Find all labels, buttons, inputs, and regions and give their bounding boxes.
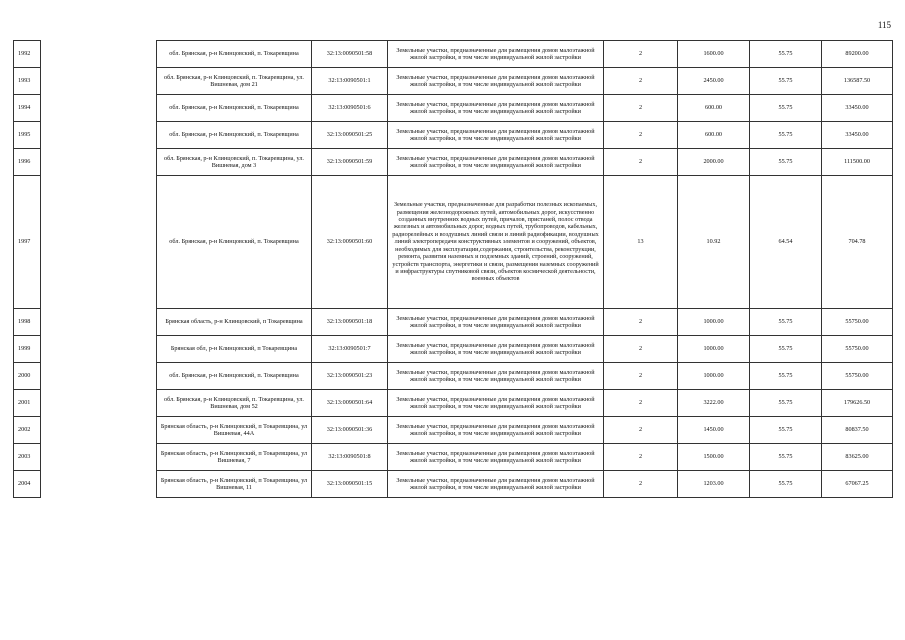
table-row bbox=[14, 309, 893, 336]
cadastral-number-cell: 32:13:0090501:6 bbox=[312, 95, 388, 122]
area-cell: 1000.00 bbox=[678, 309, 750, 336]
rate-cell: 55.75 bbox=[750, 363, 822, 390]
row-number-cell: 2003 bbox=[14, 444, 41, 471]
row-number-cell: 1997 bbox=[14, 176, 41, 309]
cadastral-number-cell: 32:13:0090501:18 bbox=[312, 309, 388, 336]
row-number-cell: 1996 bbox=[14, 149, 41, 176]
permitted-use-cell: Земельные участки, предназначенные для размещения домов малоэтажной жилой застройки, в том числе индивидуальной жилой застройки bbox=[388, 309, 604, 336]
empty-cell bbox=[41, 122, 157, 149]
permitted-use-cell: Земельные участки, предназначенные для размещения домов малоэтажной жилой застройки, в том числе индивидуальной жилой застройки bbox=[388, 95, 604, 122]
cadastral-value-cell: 55750.00 bbox=[822, 363, 893, 390]
row-number-cell: 1994 bbox=[14, 95, 41, 122]
address-cell: обл. Брянская, р-н Клинцовский, п. Токаревщина, ул. Вишневая, дом 21 bbox=[157, 68, 312, 95]
cadastral-value-cell: 33450.00 bbox=[822, 122, 893, 149]
category-cell: 13 bbox=[604, 176, 678, 309]
category-cell: 2 bbox=[604, 68, 678, 95]
empty-cell bbox=[41, 336, 157, 363]
empty-cell bbox=[41, 471, 157, 498]
rate-cell: 55.75 bbox=[750, 149, 822, 176]
rate-cell: 55.75 bbox=[750, 95, 822, 122]
area-cell: 1000.00 bbox=[678, 336, 750, 363]
empty-cell bbox=[41, 95, 157, 122]
cadastral-value-cell: 55750.00 bbox=[822, 309, 893, 336]
permitted-use-cell: Земельные участки, предназначенные для размещения домов малоэтажной жилой застройки, в том числе индивидуальной жилой застройки bbox=[388, 336, 604, 363]
address-cell: обл. Брянская, р-н Клинцовский, п. Токаревщина bbox=[157, 95, 312, 122]
cadastral-value-cell: 136587.50 bbox=[822, 68, 893, 95]
address-cell: Брянская область, р-н Клинцовский, п Токаревщина bbox=[157, 309, 312, 336]
empty-cell bbox=[41, 68, 157, 95]
empty-cell bbox=[41, 149, 157, 176]
cadastral-number-cell: 32:13:0090501:25 bbox=[312, 122, 388, 149]
table-row bbox=[14, 444, 893, 471]
row-number-cell: 1995 bbox=[14, 122, 41, 149]
category-cell: 2 bbox=[604, 41, 678, 68]
address-cell: Брянская область, р-н Клинцовский, п Токаревщина, ул Вишневая, 44А bbox=[157, 417, 312, 444]
permitted-use-cell: Земельные участки, предназначенные для размещения домов малоэтажной жилой застройки, в том числе индивидуальной жилой застройки bbox=[388, 390, 604, 417]
permitted-use-cell: Земельные участки, предназначенные для размещения домов малоэтажной жилой застройки, в том числе индивидуальной жилой застройки bbox=[388, 149, 604, 176]
table-row bbox=[14, 390, 893, 417]
area-cell: 1500.00 bbox=[678, 444, 750, 471]
cadastral-number-cell: 32:13:0090501:36 bbox=[312, 417, 388, 444]
table-row bbox=[14, 471, 893, 498]
rate-cell: 55.75 bbox=[750, 444, 822, 471]
row-number-cell: 1998 bbox=[14, 309, 41, 336]
permitted-use-cell: Земельные участки, предназначенные для размещения домов малоэтажной жилой застройки, в том числе индивидуальной жилой застройки bbox=[388, 363, 604, 390]
address-cell: обл. Брянская, р-н Клинцовский, п. Токаревщина bbox=[157, 176, 312, 309]
area-cell: 2450.00 bbox=[678, 68, 750, 95]
cadastral-number-cell: 32:13:0090501:59 bbox=[312, 149, 388, 176]
cadastral-value-cell: 111500.00 bbox=[822, 149, 893, 176]
rate-cell: 55.75 bbox=[750, 471, 822, 498]
table-row bbox=[14, 68, 893, 95]
row-number-cell: 2002 bbox=[14, 417, 41, 444]
address-cell: обл. Брянская, р-н Клинцовский, п. Токаревщина bbox=[157, 122, 312, 149]
cadastral-number-cell: 32:13:0090501:58 bbox=[312, 41, 388, 68]
empty-cell bbox=[41, 41, 157, 68]
empty-cell bbox=[41, 417, 157, 444]
table-row bbox=[14, 417, 893, 444]
category-cell: 2 bbox=[604, 390, 678, 417]
table-row bbox=[14, 336, 893, 363]
rate-cell: 55.75 bbox=[750, 68, 822, 95]
area-cell: 1450.00 bbox=[678, 417, 750, 444]
table-row bbox=[14, 363, 893, 390]
table-row bbox=[14, 149, 893, 176]
empty-cell bbox=[41, 363, 157, 390]
table-body bbox=[14, 41, 893, 498]
address-cell: Брянская область, р-н Клинцовский, п Токаревщина, ул Вишневая, 7 bbox=[157, 444, 312, 471]
cadastral-number-cell: 32:13:0090501:1 bbox=[312, 68, 388, 95]
permitted-use-cell: Земельные участки, предназначенные для размещения домов малоэтажной жилой застройки, в том числе индивидуальной жилой застройки bbox=[388, 417, 604, 444]
empty-cell bbox=[41, 390, 157, 417]
area-cell: 1203.00 bbox=[678, 471, 750, 498]
category-cell: 2 bbox=[604, 95, 678, 122]
area-cell: 600.00 bbox=[678, 122, 750, 149]
area-cell: 1600.00 bbox=[678, 41, 750, 68]
row-number-cell: 2004 bbox=[14, 471, 41, 498]
page-number: 115 bbox=[877, 20, 891, 30]
permitted-use-cell: Земельные участки, предназначенные для размещения домов малоэтажной жилой застройки, в том числе индивидуальной жилой застройки bbox=[388, 41, 604, 68]
address-cell: обл. Брянская, р-н Клинцовский, п. Токаревщина, ул. Вишневая, дом 3 bbox=[157, 149, 312, 176]
category-cell: 2 bbox=[604, 363, 678, 390]
permitted-use-cell: Земельные участки, предназначенные для разработки полезных ископаемых, размещения железнодорожных путей, автомобильных дорог, искусственно созданных внутренних водных путей, причалов, пристаней, полос отвода железных и автомобильных дорог, водных путей, трубопроводов, кабельных, радиорелейных и воздушных линий связи и линий радиофикации, воздушных линий электропередачи конструктивных элементов и сооружений, объектов, необходимых для эксплуатации,содержания, строительства, реконструкции, ремонта, развития наземных и подземных зданий, строений, сооружений, устройств транспорта, энергетики и связи, размещения наземных сооружений и инфраструктуры спутниковой связи, объектов космической деятельности, военных объектов bbox=[388, 176, 604, 309]
permitted-use-cell: Земельные участки, предназначенные для размещения домов малоэтажной жилой застройки, в том числе индивидуальной жилой застройки bbox=[388, 122, 604, 149]
category-cell: 2 bbox=[604, 336, 678, 363]
rate-cell: 55.75 bbox=[750, 390, 822, 417]
cadastral-number-cell: 32:13:0090501:8 bbox=[312, 444, 388, 471]
row-number-cell: 2001 bbox=[14, 390, 41, 417]
table-row bbox=[14, 122, 893, 149]
category-cell: 2 bbox=[604, 417, 678, 444]
permitted-use-cell: Земельные участки, предназначенные для размещения домов малоэтажной жилой застройки, в том числе индивидуальной жилой застройки bbox=[388, 68, 604, 95]
area-cell: 1000.00 bbox=[678, 363, 750, 390]
address-cell: обл. Брянская, р-н Клинцовский, п. Токаревщина, ул. Вишневая, дом 52 bbox=[157, 390, 312, 417]
rate-cell: 55.75 bbox=[750, 122, 822, 149]
permitted-use-cell: Земельные участки, предназначенные для размещения домов малоэтажной жилой застройки, в том числе индивидуальной жилой застройки bbox=[388, 471, 604, 498]
row-number-cell: 2000 bbox=[14, 363, 41, 390]
rate-cell: 55.75 bbox=[750, 309, 822, 336]
table-row bbox=[14, 41, 893, 68]
empty-cell bbox=[41, 309, 157, 336]
cadastral-value-cell: 83625.00 bbox=[822, 444, 893, 471]
cadastral-value-cell: 33450.00 bbox=[822, 95, 893, 122]
category-cell: 2 bbox=[604, 149, 678, 176]
area-cell: 3222.00 bbox=[678, 390, 750, 417]
cadastral-number-cell: 32:13:0090501:15 bbox=[312, 471, 388, 498]
cadastral-number-cell: 32:13:0090501:7 bbox=[312, 336, 388, 363]
table-row bbox=[14, 95, 893, 122]
area-cell: 600.00 bbox=[678, 95, 750, 122]
rate-cell: 64.54 bbox=[750, 176, 822, 309]
rate-cell: 55.75 bbox=[750, 417, 822, 444]
address-cell: обл. Брянская, р-н Клинцовский, п. Токаревщина bbox=[157, 41, 312, 68]
category-cell: 2 bbox=[604, 444, 678, 471]
cadastral-value-cell: 80837.50 bbox=[822, 417, 893, 444]
cadastral-value-cell: 89200.00 bbox=[822, 41, 893, 68]
area-cell: 10.92 bbox=[678, 176, 750, 309]
row-number-cell: 1993 bbox=[14, 68, 41, 95]
land-plots-table bbox=[13, 40, 893, 498]
cadastral-value-cell: 179626.50 bbox=[822, 390, 893, 417]
cadastral-value-cell: 704.78 bbox=[822, 176, 893, 309]
area-cell: 2000.00 bbox=[678, 149, 750, 176]
cadastral-value-cell: 55750.00 bbox=[822, 336, 893, 363]
row-number-cell: 1992 bbox=[14, 41, 41, 68]
category-cell: 2 bbox=[604, 122, 678, 149]
cadastral-number-cell: 32:13:0090501:23 bbox=[312, 363, 388, 390]
cadastral-value-cell: 67067.25 bbox=[822, 471, 893, 498]
category-cell: 2 bbox=[604, 309, 678, 336]
category-cell: 2 bbox=[604, 471, 678, 498]
table-row bbox=[14, 176, 893, 309]
rate-cell: 55.75 bbox=[750, 41, 822, 68]
cadastral-number-cell: 32:13:0090501:64 bbox=[312, 390, 388, 417]
cadastral-number-cell: 32:13:0090501:60 bbox=[312, 176, 388, 309]
permitted-use-cell: Земельные участки, предназначенные для размещения домов малоэтажной жилой застройки, в том числе индивидуальной жилой застройки bbox=[388, 444, 604, 471]
address-cell: Брянская обл, р-н Клинцовский, п Токаревщина bbox=[157, 336, 312, 363]
rate-cell: 55.75 bbox=[750, 336, 822, 363]
row-number-cell: 1999 bbox=[14, 336, 41, 363]
address-cell: обл. Брянская, р-н Клинцовский, п. Токаревщина bbox=[157, 363, 312, 390]
address-cell: Брянская область, р-н Клинцовский, п Токаревщина, ул Вишневая, 11 bbox=[157, 471, 312, 498]
empty-cell bbox=[41, 176, 157, 309]
empty-cell bbox=[41, 444, 157, 471]
